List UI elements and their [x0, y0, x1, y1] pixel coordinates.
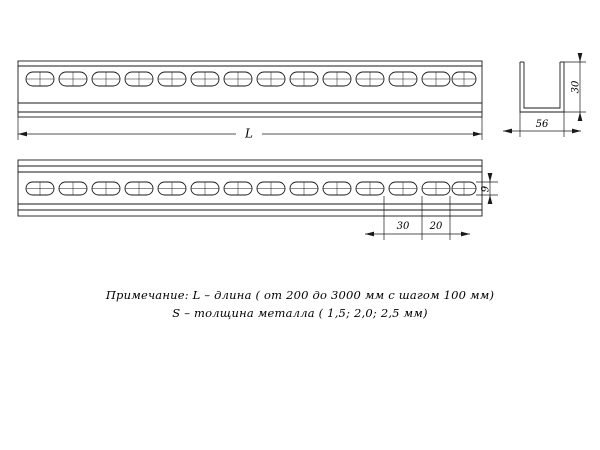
dimension-label-20-plan: 20 [429, 221, 443, 232]
note-line-1: Примечание: L – длина ( от 200 до 3000 мм с шагом 100 мм) [105, 288, 495, 302]
dimension-30-20-lines [365, 196, 470, 240]
front-elevation-view [18, 61, 482, 117]
note-line-2: S – толщина металла ( 1,5; 2,0; 2,5 мм) [172, 306, 428, 320]
cross-section-view [520, 62, 564, 112]
note-block [0, 286, 600, 322]
dimension-label-30-section: 30 [570, 80, 582, 94]
plan-view [18, 160, 482, 216]
dimension-label-9: 9 [480, 185, 492, 193]
slot-row-front [26, 72, 476, 86]
dimension-label-30-plan: 30 [396, 221, 410, 232]
dimension-label-56-section: 56 [535, 119, 549, 130]
slot-row-plan [26, 182, 476, 195]
dimension-label-L: L [245, 126, 253, 141]
